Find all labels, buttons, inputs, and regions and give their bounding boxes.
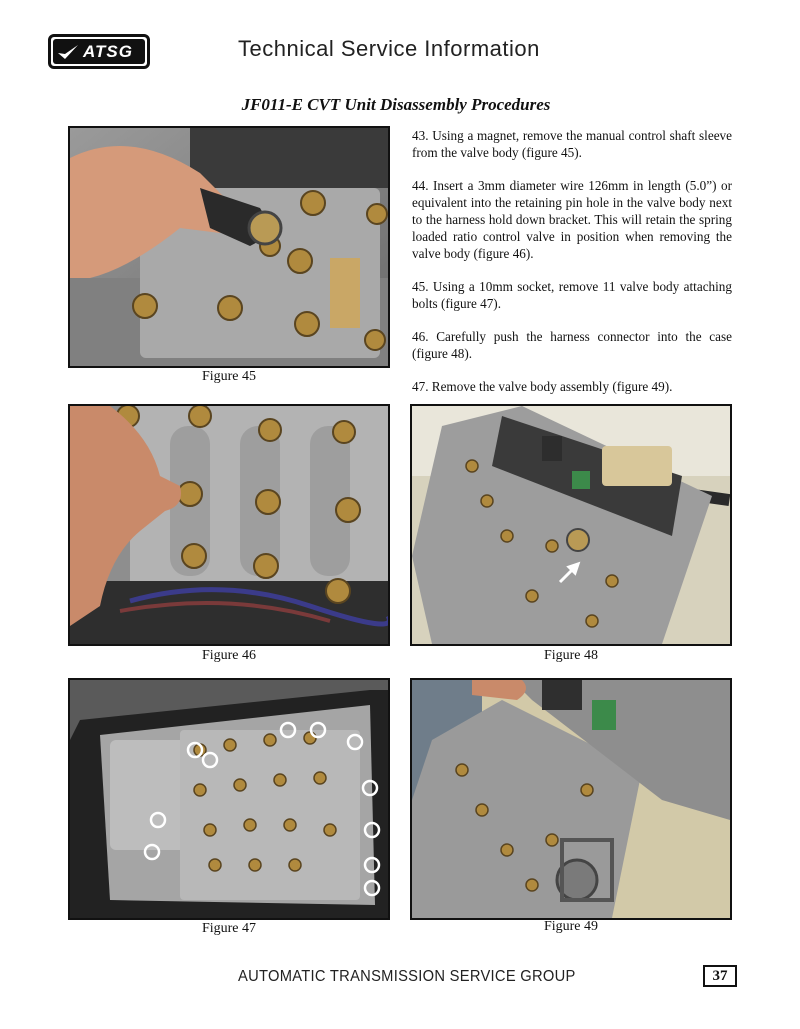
- logo-text: ATSG: [83, 41, 133, 61]
- figure-48-caption: Figure 48: [543, 648, 599, 663]
- figure-47-caption: Figure 47: [201, 921, 257, 936]
- step-43: 43. Using a magnet, remove the manual control shaft sleeve from the valve body (figure 45).: [412, 128, 732, 160]
- figure-49-caption: Figure 49: [543, 919, 599, 934]
- page-number: 37: [703, 965, 737, 987]
- figure-45-photo: [68, 126, 390, 368]
- figure-48-photo: [410, 404, 732, 646]
- atsg-logo: [48, 34, 150, 69]
- step-46: 46. Carefully push the harness connector into the case (figure 48).: [412, 329, 732, 361]
- footer-text: AUTOMATIC TRANSMISSION SERVICE GROUP: [238, 968, 576, 985]
- checkmark-logo-icon: [57, 44, 79, 60]
- step-47: 47. Remove the valve body assembly (figure 49).: [412, 379, 673, 394]
- step-45: 45. Using a 10mm socket, remove 11 valve body attaching bolts (figure 47).: [412, 279, 732, 311]
- document-title: JF011-E CVT Unit Disassembly Procedures: [241, 95, 551, 114]
- step-44: 44. Insert a 3mm diameter wire 126mm in length (5.0”) or equivalent into the retaining pin hole in the valve body next to the harness hold down bracket. This will retain the spring loaded ratio control valve in position when removing the valve body (figure 46).: [412, 178, 732, 261]
- figure-49-photo: [410, 678, 732, 920]
- figure-45-caption: Figure 45: [201, 369, 257, 384]
- figure-47-photo: [68, 678, 390, 920]
- header-title: Technical Service Information: [238, 36, 540, 61]
- procedure-steps: [412, 127, 732, 411]
- figure-46-caption: Figure 46: [201, 648, 257, 663]
- figure-46-photo: [68, 404, 390, 646]
